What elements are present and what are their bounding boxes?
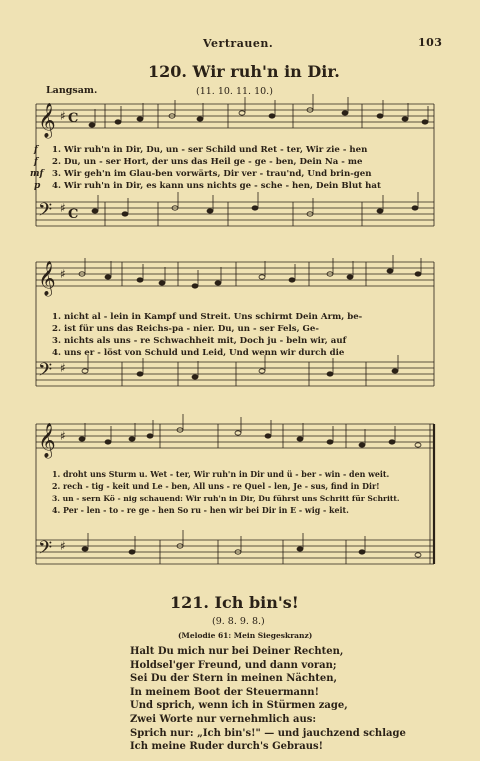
svg-text:𝄢: 𝄢 [38,538,53,563]
hymn-121-meter: (9. 8. 9. 8.) [212,616,265,627]
svg-text:C: C [68,111,79,126]
svg-text:𝄢: 𝄢 [38,360,53,385]
svg-text:♯: ♯ [60,539,66,553]
svg-text:♯: ♯ [60,361,66,375]
verse-line-s3-2: 2. rech - tig - keit und Le - ben, All uns - re Quel - len, Je - sus, find in Dir! [52,482,380,491]
running-title: Vertrauen. [203,37,274,50]
svg-text:♯: ♯ [60,109,66,123]
poem-line-5: Und sprich, wenn ich in Stürmen zage, [130,700,348,712]
verse-line-s2-2: 2. ist für uns das Reichs-pa - nier. Du, un - ser Fels, Ge- [52,324,319,334]
page-number: 103 [418,36,443,49]
poem-line-4: In meinem Boot der Steuermann! [130,686,319,698]
svg-text:♯: ♯ [60,201,66,215]
verse-line-s3-4: 4. Per - len - to - re ge - hen So ru - hen wir bei Dir in E - wig - keit. [52,506,349,515]
poem-block [130,645,406,754]
verse-line-s2-4: 4. uns er - löst von Schuld und Leid, Und wenn wir durch die [52,348,345,358]
verse-line-s1-3: 3. Wir geh'n im Glau-ben vorwärts, Dir ver - trau'nd, Und brin-gen [52,169,372,179]
hymn-120-meter: (11. 10. 11. 10.) [196,86,273,97]
hymn-120-title: 120. Wir ruh'n in Dir. [148,62,340,81]
poem-line-7: Sprich nur: „Ich bin's!" — und jauchzend schlage [130,727,406,739]
svg-text:C: C [68,207,79,222]
svg-text:𝄞: 𝄞 [38,103,56,138]
poem-line-3: Sei Du der Stern in meinen Nächten, [130,673,338,685]
svg-text:𝄞: 𝄞 [38,423,56,458]
svg-text:♯: ♯ [60,267,66,281]
dynamic-4: p [34,181,41,191]
hymn-121-title: 121. Ich bin's! [170,593,299,612]
staff-system-2-bass [36,362,434,386]
notes-system-1 [89,94,428,216]
verse-line-s2-3: 3. nichts als uns - re Schwachheit mit, Doch ju - beln wir, auf [52,336,347,346]
verse-line-s1-2: 2. Du, un - ser Hort, der uns das Heil ge - ge - ben, Dein Na - me [52,157,363,167]
staff-system-1-treble [36,104,434,128]
verse-line-s3-3: 3. un - sern Kö - nig schauend: Wir ruh'n in Dir, Du führst uns Schritt für Schritt. [52,494,400,503]
dynamic-3: mf [30,169,44,179]
verse-line-s1-1: 1. Wir ruh'n in Dir, Du, un - ser Schild und Ret - ter, Wir zie - hen [52,145,368,155]
staff-system-2-treble [36,262,434,286]
melody-note: (Melodie 61: Mein Siegeskranz) [178,631,313,640]
verse-line-s2-1: 1. nicht al - lein in Kampf und Streit. Uns schirmt Dein Arm, be- [52,312,363,322]
dynamic-2: f [34,157,38,167]
dynamic-1: f [34,145,38,155]
svg-text:𝄞: 𝄞 [38,261,56,296]
svg-text:𝄢: 𝄢 [38,200,53,225]
verse-line-s1-4: 4. Wir ruh'n in Dir, es kann uns nichts ge - sche - hen, Dein Blut hat [52,181,381,191]
poem-line-6: Zwei Worte nur vernehmlich aus: [130,713,317,725]
tempo-marking: Langsam. [46,85,98,96]
staff-system-3-treble [36,424,434,448]
poem-line-1: Halt Du mich nur bei Deiner Rechten, [130,646,344,657]
verse-line-s3-1: 1. droht uns Sturm u. Wet - ter, Wir ruh'n in Dir und ü - ber - win - den weit. [52,470,390,479]
staff-system-1-bass [36,202,434,226]
poem-line-2: Holdsel'ger Freund, und dann voran; [130,659,337,671]
poem-line-8: Ich meine Ruder durch's Gebraus! [130,741,324,753]
svg-text:♯: ♯ [60,429,66,443]
